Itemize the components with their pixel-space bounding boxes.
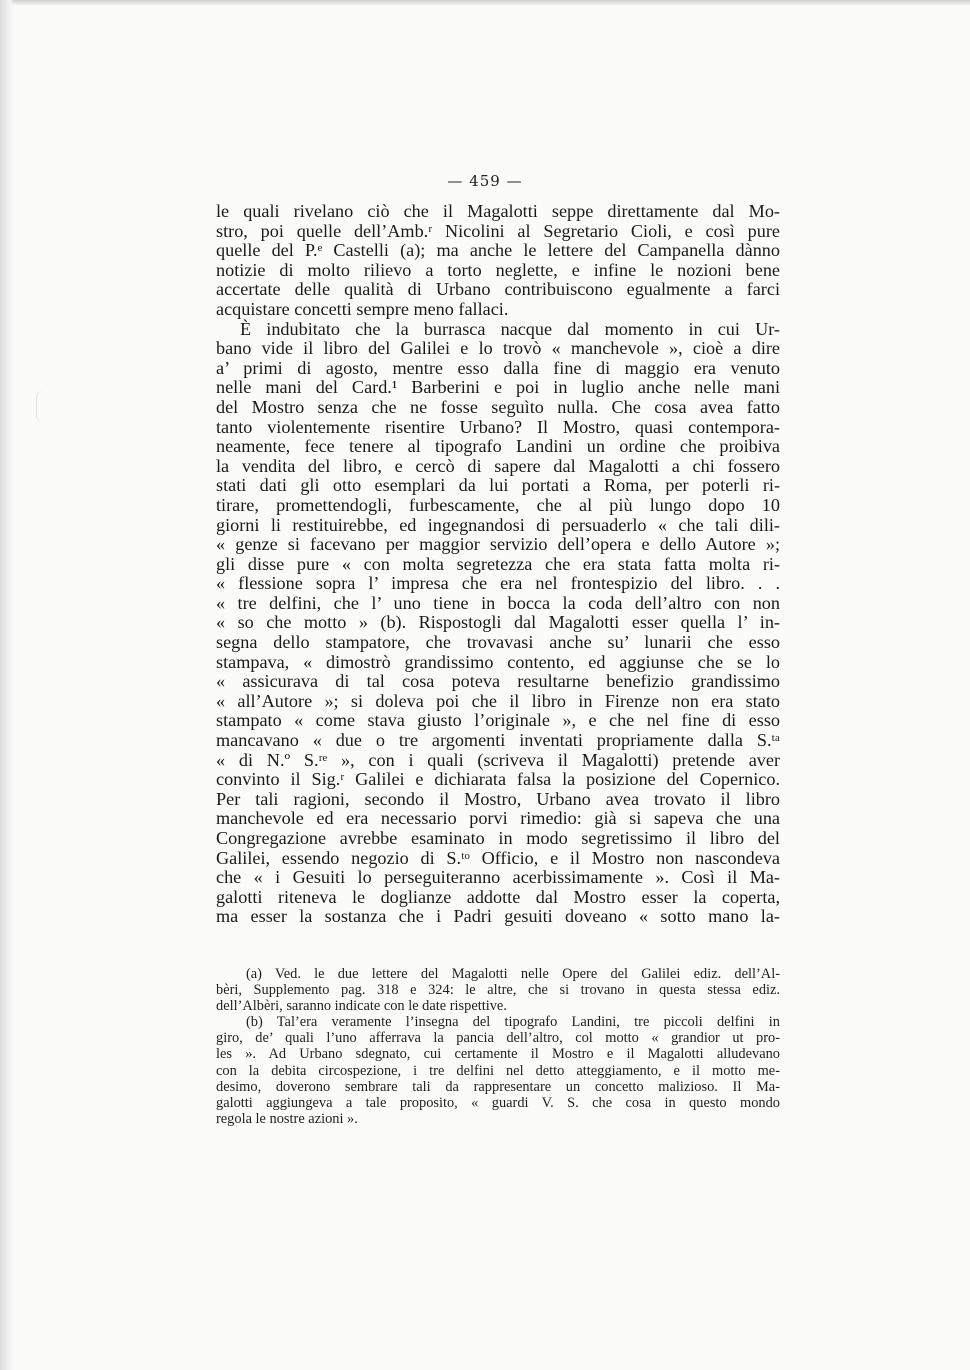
footnote-b-line: giro, de’ quali l’uno afferrava la pancia dell’altro, col motto « grandior ut pro- — [216, 1030, 780, 1047]
text-line: Galilei, essendo negozio di S.ᵗᵒ Officio, e il Mostro non nascondeva — [216, 847, 780, 868]
text-line: gli disse pure « con molta segretezza che era stata fatta molta ri- — [216, 553, 780, 574]
text-line: stro, poi quelle dell’Amb.ʳ Nicolini al Segretario Cioli, e così pure — [216, 220, 780, 241]
text-line: Congregazione avrebbe esaminato in modo segretissimo il libro del — [216, 828, 780, 848]
text-line: « all’Autore »; si doleva poi che il libro in Firenze non era stato — [216, 690, 780, 711]
text-line: a’ primi di agosto, mentre esso dalla fine di maggio era venuto — [216, 357, 780, 378]
text-line: mancavano « due o tre argomenti inventati propriamente dalla S.ᵗᵃ — [216, 730, 780, 751]
text-line: ma esser la sostanza che i Padri gesuiti doveano « sotto mano la- — [216, 906, 780, 927]
footnote-a-line: bèri, Supplemento pag. 318 e 324: le altre, che si trovano in questa stessa ediz. — [216, 982, 780, 999]
text-line: la vendita del libro, e cercò di sapere dal Magalotti a chi fossero — [216, 455, 780, 476]
text-line: nelle mani del Card.¹ Barberini e poi in luglio anche nelle mani — [216, 377, 780, 398]
footnotes — [216, 966, 780, 1127]
text-line: bano vide il libro del Galilei e lo trovò « manchevole », cioè a dire — [216, 338, 780, 359]
text-line: È indubitato che la burrasca nacque dal momento in cui Ur- — [240, 318, 780, 339]
footnote-b-line: con la debita circospezione, i tre delfini nel detto atteggiamento, e il motto me- — [216, 1062, 780, 1079]
scan-top-shadow — [0, 0, 970, 6]
text-line: « assicurava di tal cosa poteva resultarne benefizio grandissimo — [216, 671, 780, 692]
text-line: stati dati gli otto esemplari da lui portati a Roma, per poterli ri- — [216, 475, 780, 496]
text-line: « genze si facevano per maggior servizio dell’opera e dello Autore »; — [216, 534, 780, 555]
text-line: tirare, promettendogli, furbescamente, che al più lungo dopo 10 — [216, 494, 780, 515]
footnote-b-line: desimo, doverono sembrare tali da rappresentare un concetto malizioso. Il Ma- — [216, 1078, 780, 1095]
text-line: « flessione sopra l’ impresa che era nel frontespizio del libro. . . — [216, 573, 780, 594]
footnote-b-line: (b) Tal’era veramente l’insegna del tipografo Landini, tre piccoli delfini in — [246, 1014, 780, 1031]
text-line: che « i Gesuiti lo perseguiteranno acerbissimamente ». Così il Ma- — [216, 867, 780, 888]
paper-smudge — [36, 390, 53, 424]
page-number: — 459 — — [447, 172, 523, 190]
scan-left-edge — [0, 0, 14, 1370]
text-line: notizie di molto rilievo a torto neglette, e infine le nozioni bene — [216, 259, 780, 280]
text-line: le quali rivelano ciò che il Magalotti seppe direttamente dal Mo- — [216, 201, 780, 221]
footnote-b-line: regola le nostre azioni ». — [216, 1110, 358, 1127]
text-line: « so che motto » (b). Rispostogli dal Magalotti esser quella l’ in- — [216, 612, 780, 633]
text-line: stampato « come stava giusto l’originale », e che nel fine di esso — [216, 710, 780, 731]
text-line: Per tali ragioni, secondo il Mostro, Urbano avea trovato il libro — [216, 788, 780, 809]
footnote-b-line: les ». Ad Urbano sdegnato, cui certamente il Mostro e il Magalotti alludevano — [216, 1046, 780, 1063]
text-line: « tre delfini, che l’ uno tiene in bocca la coda dell’altro con non — [216, 592, 780, 613]
footnote-a-line: dell’Albèri, saranno indicate con le date rispettive. — [216, 998, 507, 1015]
text-line: galotti riteneva le doglianze addotte dal Mostro esser la coperta, — [216, 886, 780, 907]
text-line: acquistare concetti sempre meno fallaci. — [216, 298, 509, 319]
footnote-b-line: galotti aggiungeva a tale proposito, « guardi V. S. che cosa in questo mondo — [216, 1094, 780, 1111]
text-line: del Mostro senza che ne fosse seguìto nulla. Che cosa avea fatto — [216, 396, 780, 417]
text-line: tanto violentemente risentire Urbano? Il Mostro, quasi contempora- — [216, 416, 780, 437]
text-line: convinto il Sig.ʳ Galilei e dichiarata falsa la posizione del Copernico. — [216, 769, 780, 790]
text-line: segna dello stampatore, che trovavasi anche su’ lunarii che esso — [216, 632, 780, 653]
text-line: giorni li restituirebbe, ed ingegnandosi di persuaderlo « che tali dili- — [216, 514, 780, 535]
main-text — [216, 202, 780, 927]
footnote-a-line: (a) Ved. le due lettere del Magalotti nelle Opere del Galilei ediz. dell’Al- — [246, 966, 780, 982]
text-line: neamente, fece tenere al tipografo Landini un ordine che proibiva — [216, 436, 780, 457]
text-line: accertate delle qualità di Urbano contribuiscono egualmente a farci — [216, 279, 780, 300]
text-line: « di N.º S.ʳᵉ », con i quali (scriveva il Magalotti) pretende aver — [216, 749, 780, 770]
text-line: stampava, « dimostrò grandissimo contento, ed aggiunse che se lo — [216, 651, 780, 672]
text-line: manchevole ed era necessario porvi rimedio: già si sapeva che una — [216, 808, 780, 829]
text-line: quelle del P.ᵉ Castelli (a); ma anche le lettere del Campanella dànno — [216, 240, 780, 261]
